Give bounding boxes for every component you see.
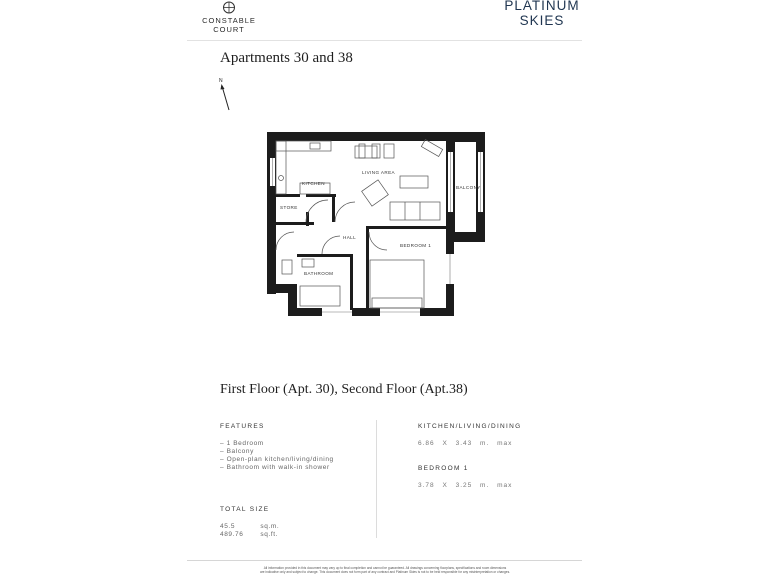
header-divider <box>187 40 582 41</box>
feature-item: – Balcony <box>220 448 334 456</box>
size-sqft-value: 489.76 <box>220 531 244 538</box>
label-store: STORE <box>280 205 298 210</box>
legal-line-2: are indicative only and subject to change. This document does not form part of any contract and Platinum Skies is not to be held responsible for any misinterpretation or changes. <box>259 570 511 574</box>
size-sqm-unit: sq.m. <box>260 523 280 530</box>
brand-line-2: SKIES <box>519 13 565 28</box>
page-title: Apartments 30 and 38 <box>220 50 353 66</box>
platinum-skies-logo <box>500 0 584 28</box>
features-list <box>220 440 334 472</box>
dimension-room-bedroom: BEDROOM 1 <box>418 465 469 472</box>
label-hall: HALL <box>343 235 357 240</box>
size-sqft-unit: sq.ft. <box>260 531 279 538</box>
size-sqm-value: 45.5 <box>220 523 236 530</box>
development-name: CONSTABLE COURT <box>202 16 256 34</box>
north-arrow-icon <box>217 74 233 112</box>
total-size-values <box>220 523 279 539</box>
features-heading: FEATURES <box>220 423 265 430</box>
label-balcony: BALCONY <box>456 185 481 190</box>
crest-icon <box>222 1 236 14</box>
dimension-value-kitchen-living-dining: 6.86 X 3.43 m. max <box>418 440 513 447</box>
feature-item: – Open-plan kitchen/living/dining <box>220 456 334 464</box>
column-divider <box>376 420 377 538</box>
dimension-room-kitchen-living-dining: KITCHEN/LIVING/DINING <box>418 423 522 430</box>
feature-item: – 1 Bedroom <box>220 440 334 448</box>
label-bedroom: BEDROOM 1 <box>400 243 432 248</box>
constable-court-logo <box>187 1 271 34</box>
legal-line-1: All information provided in this document may vary up to final completion and cannot be guaranteed. All drawings concerning floorplans, specifications and room dimensions <box>263 566 507 570</box>
floor-caption: First Floor (Apt. 30), Second Floor (Apt.38) <box>220 382 468 397</box>
brand-line-1: PLATINUM <box>504 0 580 13</box>
label-kitchen: KITCHEN <box>302 181 325 186</box>
floor-plan <box>262 128 488 320</box>
total-size-heading: TOTAL SIZE <box>220 506 270 513</box>
footer-divider <box>187 560 582 561</box>
label-bathroom: BATHROOM <box>304 271 334 276</box>
dimension-value-bedroom: 3.78 X 3.25 m. max <box>418 482 513 489</box>
label-living-area: LIVING AREA <box>362 170 395 175</box>
north-label: N <box>219 78 223 84</box>
feature-item: – Bathroom with walk-in shower <box>220 464 334 472</box>
legal-disclaimer <box>200 566 570 574</box>
